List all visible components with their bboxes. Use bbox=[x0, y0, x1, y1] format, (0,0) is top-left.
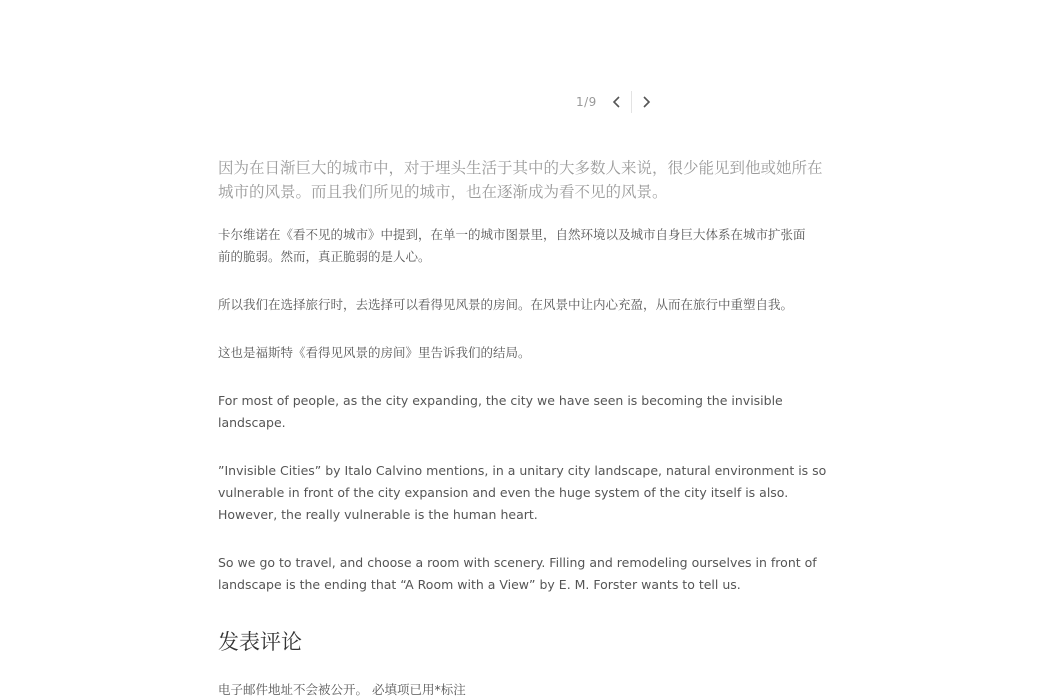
article-paragraph-zh-2: 所以我们在选择旅行时，去选择可以看得见风景的房间。在风景中让内心充盈，从而在旅行中重塑自我。 bbox=[218, 297, 794, 312]
article-lead: 因为在日渐巨大的城市中，对于埋头生活于其中的大多数人来说，很少能见到他或她所在 城市的风景。而且我们所见的城市，也在逐渐成为看不见的风景。 bbox=[218, 159, 823, 201]
article-content bbox=[218, 156, 834, 622]
article-paragraph-zh-3: 这也是福斯特《看得见风景的房间》里告诉我们的结局。 bbox=[218, 345, 531, 360]
comment-section-title: 发表评论 bbox=[218, 630, 302, 654]
image-pager bbox=[576, 90, 658, 114]
chevron-right-icon bbox=[641, 95, 651, 109]
article-paragraph-en-2: ”Invisible Cities” by Italo Calvino mentions, in a unitary city landscape, natural environment is so vulnerable in front of the city expansion and even the huge system of the city itself is also. However, the really vulnerable is the human heart. bbox=[218, 463, 827, 522]
article-paragraph-en-1: For most of people, as the city expanding, the city we have seen is becoming the invisible landscape. bbox=[218, 393, 783, 430]
prev-button[interactable] bbox=[605, 90, 629, 114]
article-paragraph-en-3: So we go to travel, and choose a room with scenery. Filling and remodeling ourselves in front of landscape is the ending that “A Room with a View” by E. M. Forster wants to tell us. bbox=[218, 555, 817, 592]
next-button[interactable] bbox=[634, 90, 658, 114]
pager-counter: 1/9 bbox=[576, 95, 597, 109]
pager-divider bbox=[631, 91, 632, 113]
chevron-left-icon bbox=[612, 95, 622, 109]
comment-email-note: 电子邮件地址不会被公开。 必填项已用*标注 bbox=[218, 682, 466, 697]
article-paragraph-zh-1: 卡尔维诺在《看不见的城市》中提到，在单一的城市图景里，自然环境以及城市自身巨大体系在城市扩张面 前的脆弱。然而，真正脆弱的是人心。 bbox=[218, 227, 806, 264]
